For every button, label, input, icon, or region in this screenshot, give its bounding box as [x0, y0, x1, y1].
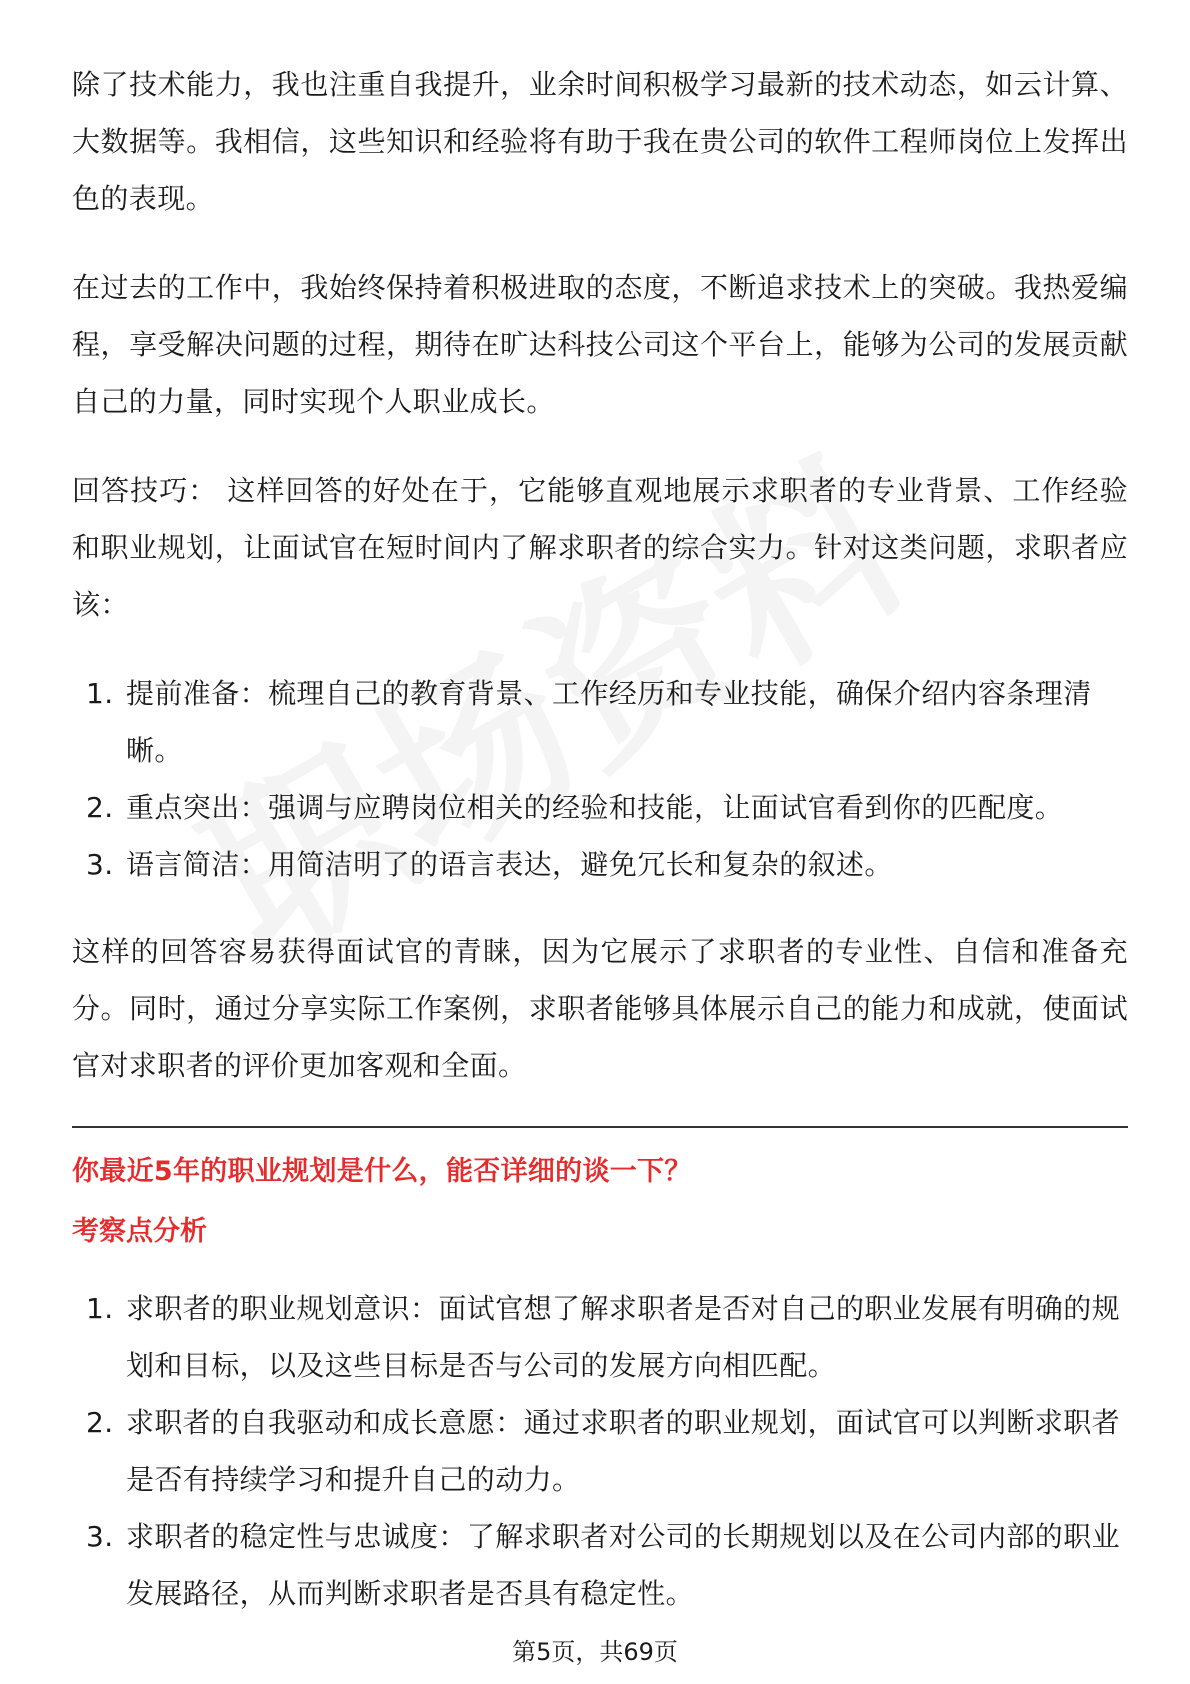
list-text: 求职者的自我驱动和成长意愿：通过求职者的职业规划，面试官可以判断求职者是否有持续学习和提升自己的动力。: [126, 1406, 1121, 1496]
paragraph-answer-tips: 回答技巧： 这样回答的好处在于，它能够直观地展示求职者的专业背景、工作经验和职业规划，让面试官在短时间内了解求职者的综合实力。针对这类问题，求职者应该：: [72, 474, 1128, 621]
question-heading: 你最近5年的职业规划是什么，能否详细的谈一下？: [72, 1156, 692, 1187]
list-text: 提前准备：梳理自己的教育背景、工作经历和专业技能，确保介绍内容条理清晰。: [126, 677, 1092, 767]
analysis-title: 考察点分析: [72, 1216, 207, 1247]
list-item: [72, 1394, 1128, 1508]
list-text: 语言简洁：用简洁明了的语言表达，避免冗长和复杂的叙述。: [126, 848, 893, 881]
list-item: [72, 779, 1128, 836]
page-content: [72, 56, 1128, 1652]
list-number: 2.: [86, 1406, 114, 1439]
list-number: 1.: [86, 1292, 114, 1325]
list-text: 重点突出：强调与应聘岗位相关的经验和技能，让面试官看到你的匹配度。: [126, 791, 1064, 824]
list-text: 求职者的职业规划意识：面试官想了解求职者是否对自己的职业发展有明确的规划和目标，以及这些目标是否与公司的发展方向相匹配。: [126, 1292, 1121, 1382]
list-number: 2.: [86, 791, 114, 824]
tips-list: [72, 665, 1128, 893]
analysis-list: [72, 1280, 1128, 1622]
list-text: 求职者的稳定性与忠诚度：了解求职者对公司的长期规划以及在公司内部的职业发展路径，从而判断求职者是否具有稳定性。: [126, 1520, 1121, 1610]
list-number: 3.: [86, 848, 114, 881]
list-number: 3.: [86, 1520, 114, 1553]
paragraph-work-attitude: 在过去的工作中，我始终保持着积极进取的态度，不断追求技术上的突破。我热爱编程，享受解决问题的过程，期待在旷达科技公司这个平台上，能够为公司的发展贡献自己的力量，同时实现个人职业成长。: [72, 271, 1128, 418]
paragraph-self-improvement: 除了技术能力，我也注重自我提升，业余时间积极学习最新的技术动态，如云计算、大数据等。我相信，这些知识和经验将有助于我在贵公司的软件工程师岗位上发挥出色的表现。: [72, 68, 1128, 215]
list-item: [72, 665, 1128, 779]
list-item: [72, 1280, 1128, 1394]
paragraph-closing: 这样的回答容易获得面试官的青睐，因为它展示了求职者的专业性、自信和准备充分。同时，通过分享实际工作案例，求职者能够具体展示自己的能力和成就，使面试官对求职者的评价更加客观和全面。: [72, 935, 1128, 1082]
list-item: [72, 1508, 1128, 1622]
section-divider: [72, 1126, 1128, 1128]
list-item: [72, 836, 1128, 893]
list-number: 1.: [86, 677, 114, 710]
page-footer: 第5页，共69页: [512, 1638, 678, 1666]
